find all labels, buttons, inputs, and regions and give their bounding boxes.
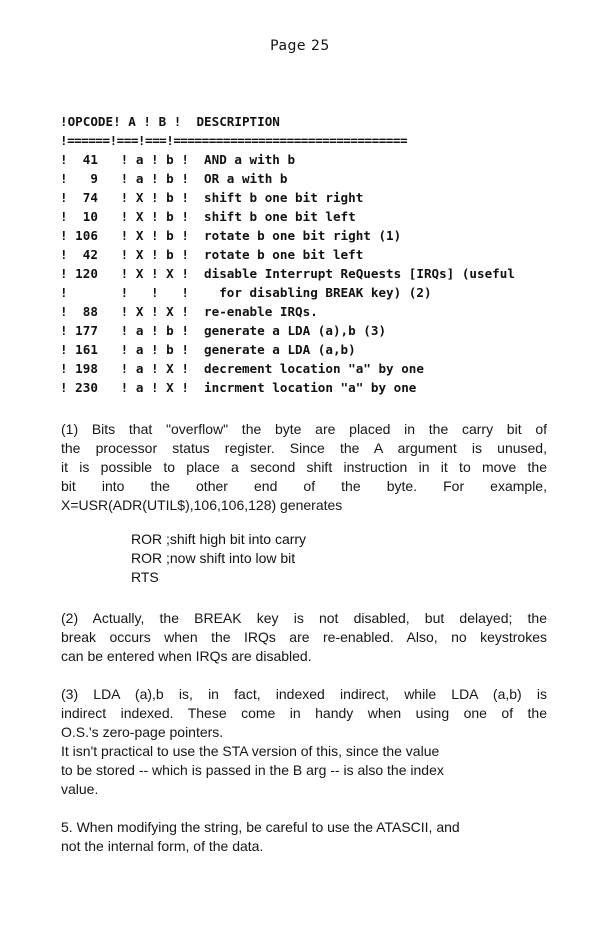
table-row: ! 230 ! a ! X ! incrment location "a" by one [60, 380, 417, 395]
note-3-line: to be stored -- which is passed in the B arg -- is also the index [61, 762, 444, 778]
code-line: ROR ;shift high bit into carry [131, 531, 307, 547]
note-3-line: value. [61, 781, 99, 797]
note-1-line: it is possible to place a second shift instruction in it to move the [61, 459, 547, 475]
note-2 [61, 609, 547, 666]
note-5-line: not the internal form, of the data. [61, 838, 264, 854]
table-row: ! 88 ! X ! X ! re-enable IRQs. [60, 304, 318, 319]
note-5-line: 5. When modifying the string, be careful to use the ATASCII, and [61, 819, 460, 835]
note-2-line: break occurs when the IRQs are re-enabled. Also, no keystrokes [61, 629, 547, 645]
note-2-line: can be entered when IRQs are disabled. [61, 648, 312, 664]
table-rule: !======!===!===!================================= [60, 133, 408, 148]
table-row: ! 42 ! X ! b ! rotate b one bit left [60, 247, 364, 262]
note-3-line: (3) LDA (a),b is, in fact, indexed indirect, while LDA (a,b) is [61, 686, 547, 702]
table-row: ! 161 ! a ! b ! generate a LDA (a,b) [60, 342, 356, 357]
note-1-line: X=USR(ADR(UTIL$),106,106,128) generates [61, 497, 343, 513]
table-header: !OPCODE! A ! B ! DESCRIPTION [60, 114, 280, 129]
note-3-line: O.S.'s zero-page pointers. [61, 724, 224, 740]
table-row: ! 10 ! X ! b ! shift b one bit left [60, 209, 356, 224]
table-row: ! 74 ! X ! b ! shift b one bit right [60, 190, 364, 205]
table-row: ! 41 ! a ! b ! AND a with b [60, 152, 296, 167]
note-2-line: (2) Actually, the BREAK key is not disabled, but delayed; the [61, 610, 547, 626]
code-line: ROR ;now shift into low bit [131, 550, 296, 566]
note-1 [61, 420, 547, 515]
table-row: ! 9 ! a ! b ! OR a with b [60, 171, 288, 186]
table-row: ! 106 ! X ! b ! rotate b one bit right (1) [60, 228, 402, 243]
table-row-continuation: ! ! ! ! for disabling BREAK key) (2) [60, 285, 432, 300]
code-example [131, 530, 306, 587]
note-1-line: bit into the other end of the byte. For example, [61, 478, 547, 494]
note-1-line: (1) Bits that "overflow" the byte are placed in the carry bit of [61, 421, 547, 437]
table-row: ! 120 ! X ! X ! disable Interrupt ReQuests [IRQs] (useful [60, 266, 515, 281]
page-number: Page 25 [270, 38, 330, 54]
note-3 [61, 685, 547, 799]
table-row: ! 177 ! a ! b ! generate a LDA (a),b (3) [60, 323, 387, 338]
note-1-line: the processor status register. Since the A argument is unused, [61, 440, 547, 456]
note-3-line: indirect indexed. These come in handy when using one of the [61, 705, 547, 721]
table-row: ! 198 ! a ! X ! decrement location "a" by one [60, 361, 424, 376]
opcode-table [60, 112, 515, 397]
note-5 [61, 818, 547, 856]
code-line: RTS [131, 569, 159, 585]
note-3-line: It isn't practical to use the STA version of this, since the value [61, 743, 440, 759]
